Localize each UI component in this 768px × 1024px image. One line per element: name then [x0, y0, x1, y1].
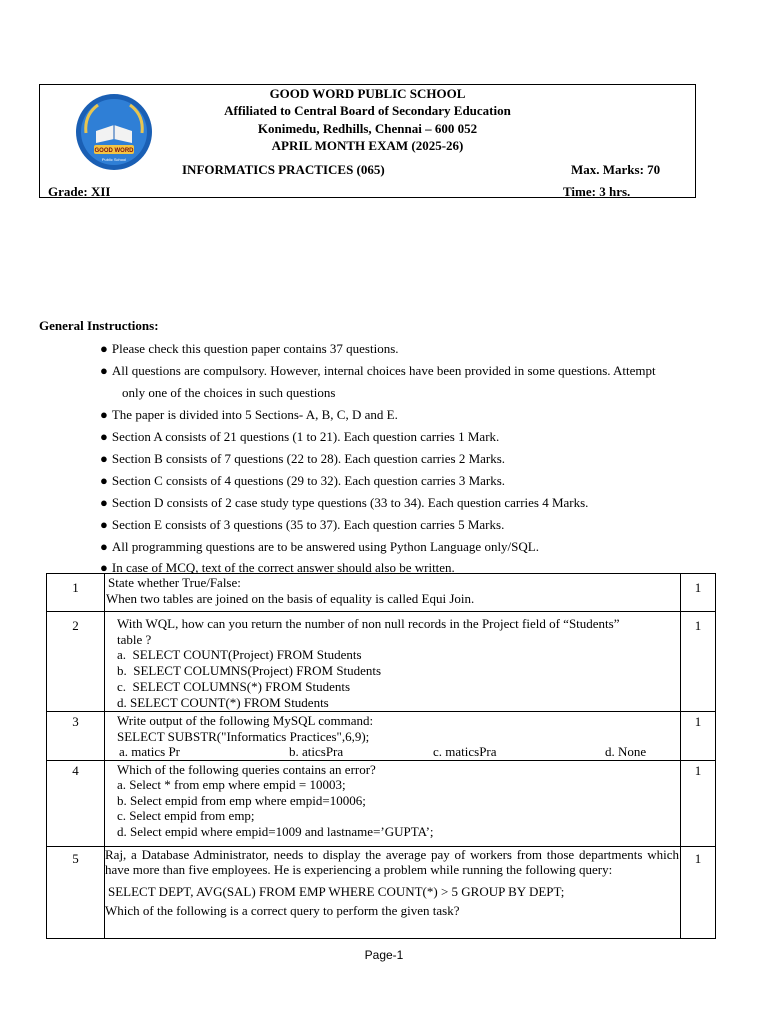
option-b: b. aticsPra	[289, 744, 344, 759]
instruction-item: ● Section E consists of 3 questions (35 to 37). Each question carries 5 Marks.	[100, 517, 505, 532]
bullet-icon: ●	[100, 363, 108, 378]
question-text: Write output of the following MySQL command: SELECT SUBSTR("Informatics Practices",6,9); a. matics Pr b. aticsPra c. maticsPra d. None	[105, 712, 681, 761]
question-number: 4	[47, 760, 105, 846]
max-marks: Max. Marks: 70	[571, 162, 661, 177]
instruction-item: ● Section D consists of 2 case study type questions (33 to 34). Each question carries 4 Marks.	[100, 495, 589, 510]
school-name: GOOD WORD PUBLIC SCHOOL	[269, 86, 466, 101]
question-marks: 1	[681, 760, 716, 846]
bullet-icon: ●	[100, 429, 108, 444]
question-text: Raj, a Database Administrator, needs to display the average pay of workers from those departments which have more than five employees. He is experiencing a problem while running the following query: SELECT DEPT, AVG(SAL) FROM EMP WHERE COUNT(*) > 5 GROUP BY DEPT; Which of the following is a correct query to perform the given task?	[105, 846, 681, 938]
question-number: 5	[47, 846, 105, 938]
address: Konimedu, Redhills, Chennai – 600 052	[257, 121, 478, 136]
bullet-icon: ●	[100, 451, 108, 466]
instructions-title: General Instructions:	[39, 318, 159, 333]
question-row	[47, 712, 716, 761]
bullet-icon: ●	[100, 495, 108, 510]
question-row	[47, 612, 716, 712]
question-marks: 1	[681, 612, 716, 712]
question-marks: 1	[681, 846, 716, 938]
question-text: State whether True/False: When two tables are joined on the basis of equality is called Equi Join.	[105, 574, 681, 612]
bullet-icon: ●	[100, 539, 108, 554]
subject: INFORMATICS PRACTICES (065)	[182, 162, 385, 177]
affiliation: Affiliated to Central Board of Secondary Education	[224, 103, 511, 118]
instruction-item: ● Section B consists of 7 questions (22 to 28). Each question carries 2 Marks.	[100, 451, 506, 466]
question-marks: 1	[681, 712, 716, 761]
instruction-item: ● Section A consists of 21 questions (1 to 21). Each question carries 1 Mark.	[100, 429, 500, 444]
bullet-icon: ●	[100, 517, 108, 532]
question-row	[47, 760, 716, 846]
instruction-item: ● All questions are compulsory. However, internal choices have been provided in some questions. Attempt	[100, 363, 656, 378]
question-row	[47, 846, 716, 938]
instruction-item: ● All programming questions are to be answered using Python Language only/SQL.	[100, 539, 539, 554]
option-d: d. None	[605, 744, 647, 759]
exam-header	[39, 84, 696, 198]
question-number: 1	[47, 574, 105, 612]
questions-table	[46, 573, 716, 939]
question-marks: 1	[681, 574, 716, 612]
exam-title: APRIL MONTH EXAM (2025-26)	[271, 138, 464, 153]
bullet-icon: ●	[100, 341, 108, 356]
grade: Grade: XII	[48, 184, 111, 199]
question-row	[47, 574, 716, 612]
question-number: 3	[47, 712, 105, 761]
instruction-item: ● Please check this question paper contains 37 questions.	[100, 341, 399, 356]
option-a: a. matics Pr	[119, 744, 181, 759]
answer-options	[105, 744, 680, 760]
question-number: 2	[47, 612, 105, 712]
question-text: Which of the following queries contains an error? a. Select * from emp where empid = 10003; b. Select empid from emp where empid=10006; c. Select empid from emp; d. Select empid where empid=1009 and lastname=’GUPTA’;	[105, 760, 681, 846]
instruction-item: ● Section C consists of 4 questions (29 to 32). Each question carries 3 Marks.	[100, 473, 506, 488]
bullet-icon: ●	[100, 560, 108, 575]
instruction-item: ● In case of MCQ, text of the correct answer should also be written.	[100, 560, 455, 575]
logo-text-top: GOOD WORD	[94, 148, 134, 154]
page-number: Page-1	[364, 948, 404, 962]
time: Time: 3 hrs.	[563, 184, 631, 199]
bullet-icon: ●	[100, 407, 108, 422]
option-c: c. maticsPra	[433, 744, 497, 759]
bullet-icon: ●	[100, 473, 108, 488]
logo-text-bottom: Public School	[101, 157, 127, 162]
instruction-item: ● The paper is divided into 5 Sections- A, B, C, D and E.	[100, 407, 398, 422]
instruction-item-cont: only one of the choices in such questions	[122, 385, 336, 400]
question-text: With WQL, how can you return the number of non null records in the Project field of “Students” table ? a. SELECT COUNT(Project) FROM Students b. SELECT COLUMNS(Project) FROM Students c. SELECT COLUMNS(*) FROM Students d. SELECT COUNT(*) FROM Students	[105, 612, 681, 712]
